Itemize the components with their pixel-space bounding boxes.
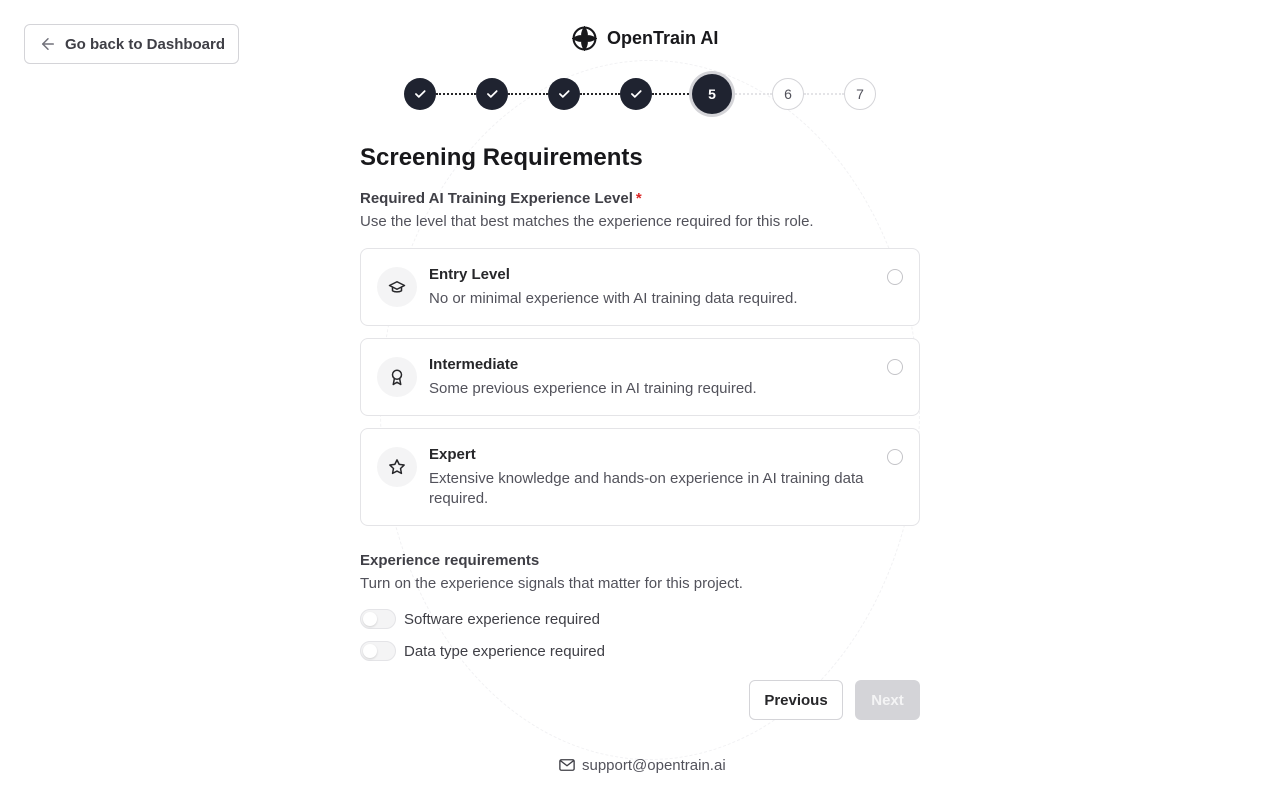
footer-support xyxy=(558,756,726,774)
experience-level-options xyxy=(360,248,920,526)
opentrain-logo-icon xyxy=(572,26,597,51)
step-3-complete xyxy=(548,78,580,110)
option-description: No or minimal experience with AI training data required. xyxy=(429,290,798,307)
data-type-experience-row xyxy=(360,640,920,662)
back-to-dashboard-button[interactable] xyxy=(24,24,239,64)
step-6-upcoming: 6 xyxy=(772,78,804,110)
mail-icon xyxy=(558,756,576,774)
option-icon-wrap xyxy=(377,267,417,307)
step-connector xyxy=(436,93,476,95)
intermediate-radio[interactable] xyxy=(887,359,903,375)
software-experience-row xyxy=(360,608,920,630)
experience-level-label xyxy=(360,190,920,207)
star-icon xyxy=(388,458,406,476)
award-icon xyxy=(388,368,406,386)
step-connector xyxy=(508,93,548,95)
data-type-experience-label: Data type experience required xyxy=(404,642,605,660)
step-2-complete xyxy=(476,78,508,110)
step-connector xyxy=(732,93,772,95)
experience-requirements-title: Experience requirements xyxy=(360,552,540,569)
entry-level-radio[interactable] xyxy=(887,269,903,285)
option-expert[interactable] xyxy=(360,428,920,526)
required-asterisk: * xyxy=(635,190,642,207)
back-button-label: Go back to Dashboard xyxy=(65,35,226,53)
check-icon xyxy=(629,87,643,101)
software-experience-label: Software experience required xyxy=(404,610,600,628)
form-content xyxy=(360,140,920,662)
check-icon xyxy=(413,87,427,101)
step-1-complete xyxy=(404,78,436,110)
option-title: Expert xyxy=(429,446,476,463)
next-button[interactable]: Next xyxy=(855,680,920,720)
toggle-knob xyxy=(363,644,377,658)
previous-button[interactable]: Previous xyxy=(749,680,843,720)
support-email-link[interactable]: support@opentrain.ai xyxy=(582,756,726,774)
step-7-upcoming: 7 xyxy=(844,78,876,110)
brand xyxy=(572,26,718,51)
brand-name: OpenTrain AI xyxy=(607,28,719,48)
option-description: Some previous experience in AI training required. xyxy=(429,380,757,397)
option-icon-wrap xyxy=(377,447,417,487)
step-connector xyxy=(580,93,620,95)
option-intermediate[interactable] xyxy=(360,338,920,416)
step-5-current: 5 xyxy=(692,74,732,114)
step-4-complete xyxy=(620,78,652,110)
step-connector xyxy=(652,93,692,95)
option-title: Entry Level xyxy=(429,266,510,283)
progress-stepper xyxy=(404,74,876,114)
option-entry-level[interactable] xyxy=(360,248,920,326)
experience-level-help: Use the level that best matches the experience required for this role. xyxy=(360,213,814,230)
software-experience-toggle[interactable] xyxy=(360,609,396,629)
arrow-left-icon xyxy=(39,35,57,53)
check-icon xyxy=(557,87,571,101)
data-type-experience-toggle[interactable] xyxy=(360,641,396,661)
graduation-cap-icon xyxy=(388,278,406,296)
option-description: Extensive knowledge and hands-on experience in AI training data required. xyxy=(429,470,864,507)
page-title: Screening Requirements xyxy=(360,144,643,171)
step-connector xyxy=(804,93,844,95)
expert-radio[interactable] xyxy=(887,449,903,465)
experience-level-label-text: Required AI Training Experience Level xyxy=(360,190,633,207)
experience-requirements-help: Turn on the experience signals that matter for this project. xyxy=(360,575,743,592)
toggle-knob xyxy=(363,612,377,626)
check-icon xyxy=(485,87,499,101)
form-actions xyxy=(749,680,920,720)
option-icon-wrap xyxy=(377,357,417,397)
option-title: Intermediate xyxy=(429,356,519,373)
